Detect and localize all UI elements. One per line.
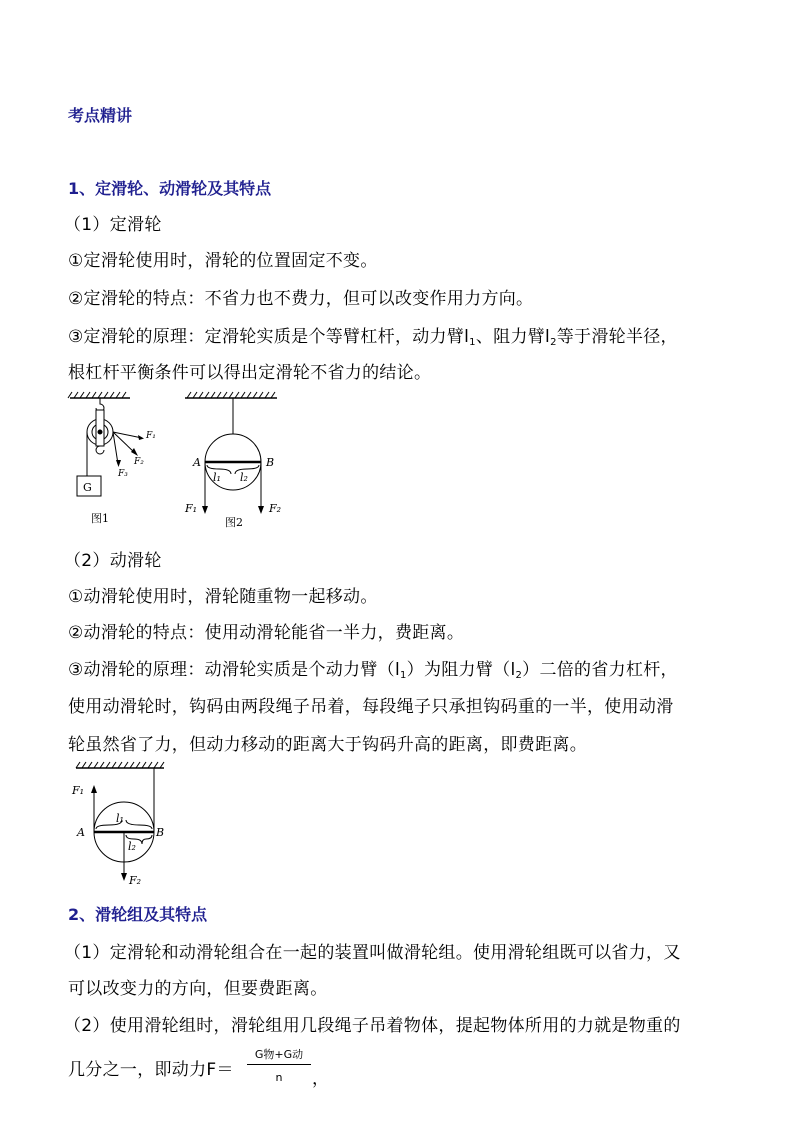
heading-2: 2、滑轮组及其特点 (68, 905, 208, 924)
fig2-label-f2: F₂ (269, 502, 282, 515)
paragraph: ②动滑轮的特点：使用动滑轮能省一半力，费距离。 (68, 623, 465, 643)
fig3-label-f2: F₂ (129, 874, 142, 887)
fig1-label-f2: F₂ (134, 457, 144, 467)
paragraph: ①定滑轮使用时，滑轮的位置固定不变。 (68, 251, 378, 271)
paragraph: ③动滑轮的原理：动滑轮实质是个动力臂$(l_1)$为阻力臂$(l_2)$二倍的省力杠杆， (68, 660, 678, 681)
fig3-label-b: B (156, 826, 165, 839)
paragraph: 几分之一，即动力F＝ (68, 1060, 234, 1080)
fig2-label-l1: l₁ (213, 471, 221, 484)
fig2-label-b: B (266, 456, 275, 469)
fig1-caption: 图1 (91, 512, 109, 525)
fig3-label-l2: l₂ (128, 840, 136, 853)
figure-fixed-pulley (68, 392, 178, 532)
fraction-denominator: n (275, 1071, 283, 1084)
paragraph: ③定滑轮的原理：定滑轮实质是个等臂杠杆，动力臂$l_1$、阻力臂$l_2$等于滑轮半径， (68, 327, 678, 348)
punctuation: ， (312, 1069, 330, 1089)
fig2-label-f1: F₁ (185, 502, 198, 515)
formula-fraction (247, 1046, 311, 1084)
figure-movable-pulley-lever (72, 762, 172, 887)
paragraph: 使用动滑轮时，钩码由两段绳子吊着，每段绳子只承担钩码重的一半，使用动滑 (68, 697, 674, 717)
figure-fixed-pulley-lever (185, 392, 295, 527)
heading-1: 1、定滑轮、动滑轮及其特点 (68, 179, 272, 198)
sub-heading-fixed-pulley: （1）定滑轮 (64, 215, 162, 235)
fraction-numerator: G物+G动 (247, 1046, 311, 1065)
fig3-label-f1: F₁ (72, 784, 85, 797)
paragraph: ①动滑轮使用时，滑轮随重物一起移动。 (68, 587, 378, 607)
section-title: 考点精讲 (68, 106, 133, 125)
fig3-label-l1: l₁ (116, 812, 124, 825)
fig1-label-f3: F₃ (118, 469, 128, 479)
fig3-label-a: A (77, 826, 85, 839)
fig2-label-a: A (193, 456, 201, 469)
paragraph: 可以改变力的方向，但要费距离。 (68, 979, 328, 999)
fig2-label-l2: l₂ (240, 471, 248, 484)
paragraph: 根杠杆平衡条件可以得出定滑轮不省力的结论。 (68, 363, 432, 383)
paragraph: ②定滑轮的特点：不省力也不费力，但可以改变作用力方向。 (68, 289, 534, 309)
paragraph: 轮虽然省了力，但动力移动的距离大于钩码升高的距离，即费距离。 (68, 735, 587, 755)
paragraph: （1）定滑轮和动滑轮组合在一起的装置叫做滑轮组。使用滑轮组既可以省力，又 (64, 943, 681, 963)
sub-heading-movable-pulley: （2）动滑轮 (64, 551, 162, 571)
paragraph: （2）使用滑轮组时，滑轮组用几段绳子吊着物体，提起物体所用的力就是物重的 (64, 1016, 681, 1036)
fig1-label-f1: F₁ (146, 431, 156, 441)
fig1-label-g: G (83, 481, 92, 494)
fig2-caption: 图2 (225, 516, 243, 529)
